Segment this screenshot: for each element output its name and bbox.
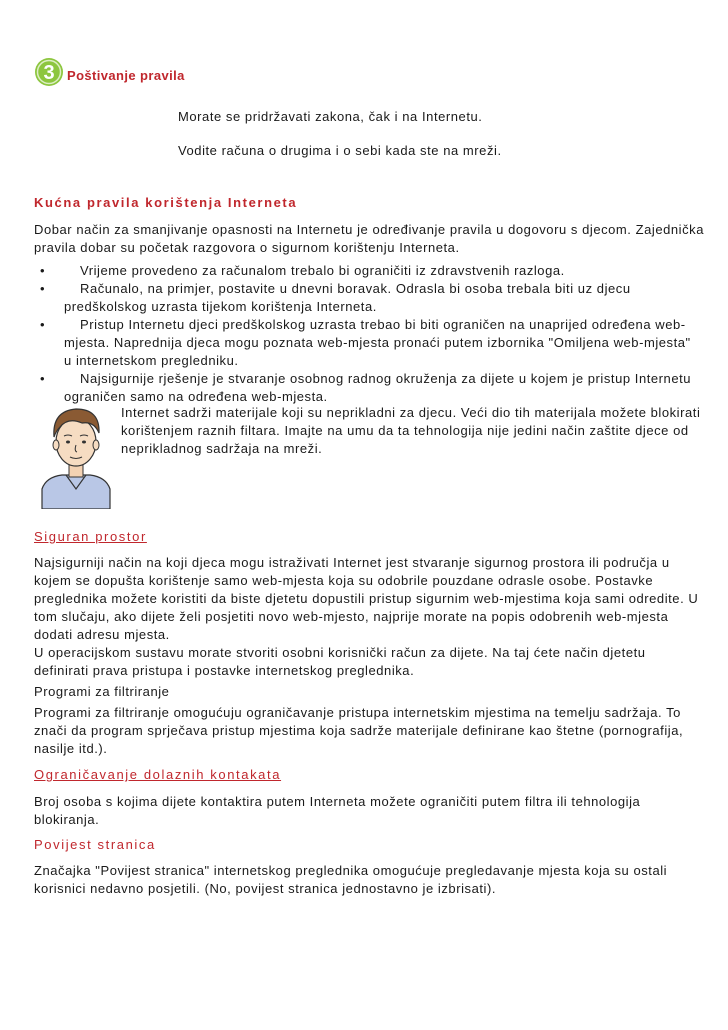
step-number: 3	[43, 62, 55, 84]
list-item	[34, 370, 698, 406]
list-item-text: Najsigurnije rješenje je stvaranje osobnog radnog okruženja za dijete u kojem je pristup Internetu ograničen samo na određena web-mjesta.	[64, 371, 692, 404]
bullet-icon: •	[40, 281, 46, 296]
list-item	[34, 280, 698, 316]
safe-space-paragraph-1: Najsigurniji način na koji djeca mogu istraživati Internet jest stvaranje sigurnog prostora ili područja u kojem se dopušta korištenje samo web-mjesta koja su odobrile pouzdane odrasle osobe. Postavke preglednika možete koristiti da biste djetetu dopustili pristup sigurnim web-mjestima koja sami odredite. U tom slučaju, ako dijete želi posjetiti novo web-mjesto, najprije morate na popis odobrenih web-mjesta dodati adresu mjesta.	[34, 555, 699, 642]
bullet-icon: •	[40, 371, 46, 386]
section-heading-house-rules: Kućna pravila korištenja Interneta	[34, 195, 298, 210]
section-heading-safe-space: Siguran prostor	[34, 529, 147, 544]
filters-paragraph: Programi za filtriranje omogućuju ograničavanje pristupa internetskim mjestima na temelju sadržaja. To znači da program sprječava pristup mjestima koja sadrže materijale definirane kao štetne (pornografija, nasilje itd.).	[34, 705, 684, 756]
bullet-icon: •	[40, 263, 46, 278]
section-heading-filters: Programi za filtriranje	[34, 684, 170, 699]
safe-space-paragraph-2: U operacijskom sustavu morate stvoriti osobni korisnički račun za dijete. Na taj ćete način djetetu definirati prava pristupa i postavke internetskog preglednika.	[34, 645, 646, 678]
section-heading-contacts: Ograničavanje dolaznih kontakata	[34, 767, 282, 782]
list-item	[34, 316, 698, 370]
house-rules-intro: Dobar način za smanjivanje opasnosti na Internetu je određivanje pravila u dogovoru s djecom. Zajednička pravila dobar su početak razgovora o sigurnom korištenju Interneta.	[34, 222, 705, 255]
contacts-paragraph: Broj osoba s kojima dijete kontaktira putem Interneta možete ograničiti putem filtra ili tehnologija blokiranja.	[34, 794, 641, 827]
list-item	[34, 262, 698, 280]
step-number-icon	[33, 56, 65, 88]
step-title: Poštivanje pravila	[67, 68, 185, 83]
filter-note: Internet sadrži materijale koji su neprikladni za djecu. Veći dio tih materijala možete blokirati korištenjem raznih filtara. Imajte na umu da ta tehnologija nije jedini način zaštite djece od neprikladnog sadržaja na mreži.	[121, 405, 701, 456]
boy-avatar-illustration	[36, 397, 116, 509]
list-item-text: Vrijeme provedeno za računalom trebalo bi ograničiti iz zdravstvenih razloga.	[80, 263, 565, 278]
section-heading-history: Povijest stranica	[34, 837, 156, 852]
history-paragraph: Značajka "Povijest stranica" internetskog preglednika omogućuje pregledavanje mjesta koja su ostali korisnici nedavno posjetili. (No, povijest stranica jednostavno je izbrisati).	[34, 863, 668, 896]
bullet-icon: •	[40, 317, 46, 332]
list-item-text: Pristup Internetu djeci predškolskog uzrasta trebao bi biti ograničen na unaprijed određena web-mjesta. Naprednija djeca mogu poznata web-mjesta pronaći putem izbornika "Omiljena web-mjesta" u internetskom pregledniku.	[64, 317, 691, 368]
house-rules-list	[34, 262, 698, 406]
list-item-text: Računalo, na primjer, postavite u dnevni boravak. Odrasla bi osoba trebala biti uz djecu predškolskog uzrasta tijekom korištenja Interneta.	[64, 281, 631, 314]
rule-line-1: Morate se pridržavati zakona, čak i na Internetu.	[178, 109, 483, 124]
rule-line-2: Vodite računa o drugima i o sebi kada ste na mreži.	[178, 143, 502, 158]
